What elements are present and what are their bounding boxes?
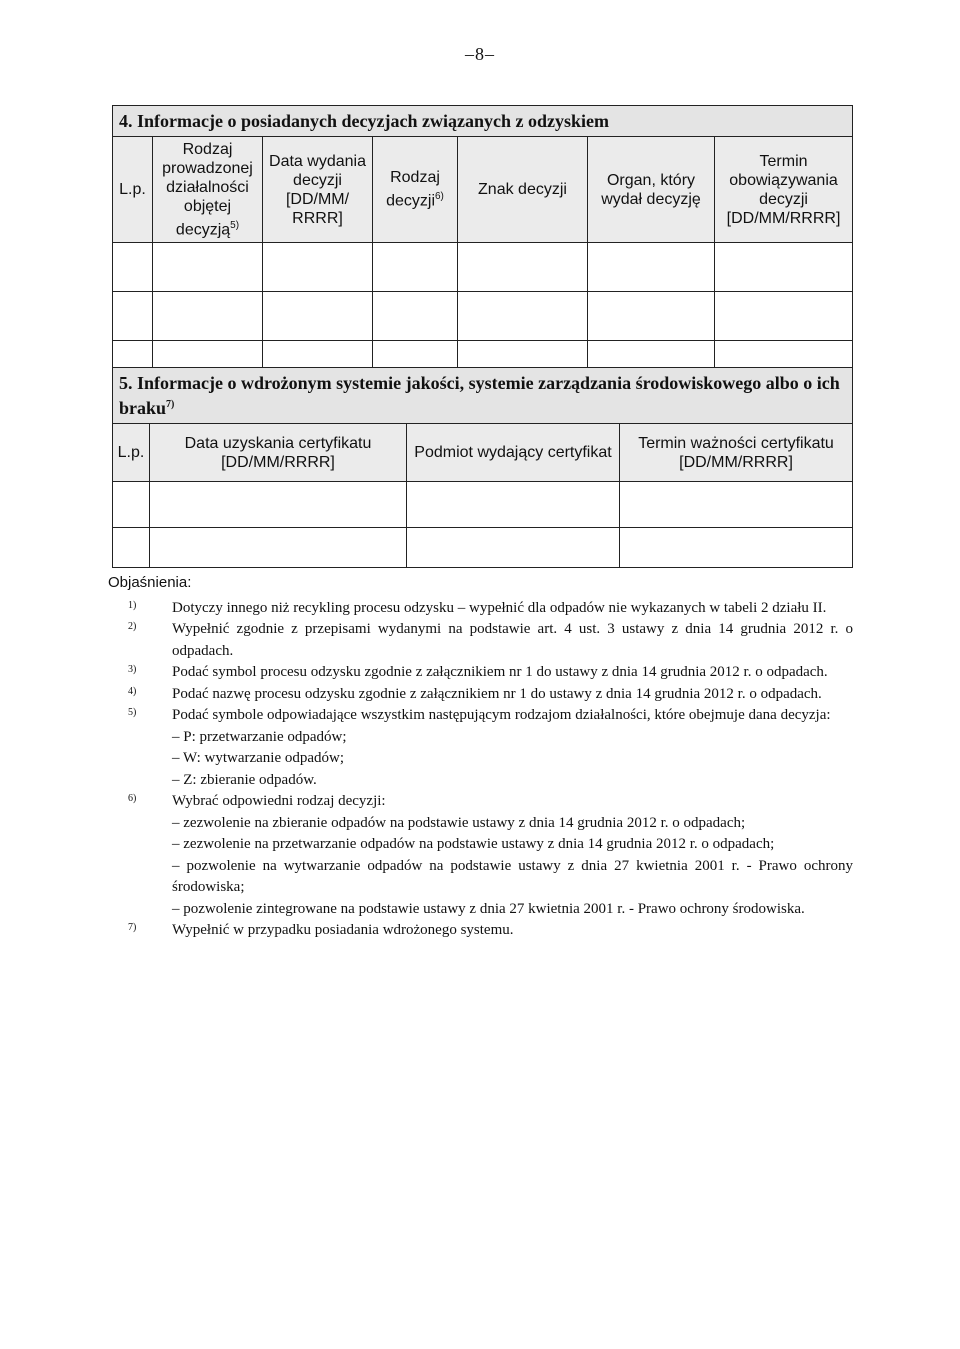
note-text: – Z: zbieranie odpadów. (172, 771, 317, 788)
table-cell[interactable] (153, 243, 263, 292)
certification-table (112, 367, 853, 568)
note-text: Wypełnić w przypadku posiadania wdrożonego systemu. (172, 922, 514, 938)
note-number: 2) (128, 621, 137, 632)
notes-heading: Objaśnienia: (108, 574, 192, 591)
note-item (108, 662, 853, 684)
note-text: Podać symbol procesu odzysku zgodnie z załącznikiem nr 1 do ustawy z dnia 14 grudnia 2012 r. o odpadach. (172, 664, 828, 680)
table-cell[interactable] (113, 528, 150, 568)
table-cell[interactable] (373, 292, 458, 341)
note-item (108, 598, 853, 620)
note-item (108, 920, 853, 942)
note-text: Wypełnić zgodnie z przepisami wydanymi na podstawie art. 4 ust. 3 ustawy z dnia 14 grudnia 2012 r. o odpadach. (172, 621, 853, 659)
note-number: 1) (128, 599, 137, 611)
table-cell[interactable] (715, 341, 853, 370)
notes-list (108, 598, 853, 942)
table-row (113, 243, 853, 292)
table-cell[interactable] (150, 528, 407, 568)
table-cell[interactable] (588, 243, 715, 292)
table-cell[interactable] (263, 292, 373, 341)
section4-title: 4. Informacje o posiadanych decyzjach związanych z odzyskiem (113, 106, 853, 137)
page-number: –8– (465, 44, 495, 64)
note-number: 7) (128, 922, 137, 933)
note-number: 3) (128, 664, 137, 675)
note-text: – pozwolenie zintegrowane na podstawie ustawy z dnia 27 kwietnia 2001 r. - Prawo ochrony środowiska. (172, 900, 805, 917)
table-cell[interactable] (153, 341, 263, 370)
table-cell[interactable] (715, 243, 853, 292)
explanatory-notes (108, 572, 853, 942)
table-cell[interactable] (113, 292, 153, 341)
note-text: – zezwolenie na zbieranie odpadów na podstawie ustawy z dnia 14 grudnia 2012 r. o odpadach; (172, 814, 746, 831)
col-certificate-validity: Termin ważności certyfikatu [DD/MM/RRRR] (620, 424, 853, 482)
table-cell[interactable] (150, 482, 407, 528)
note-text: – pozwolenie na wytwarzanie odpadów na podstawie ustawy z dnia 27 kwietnia 2001 r. - Prawo ochrony środowiska; (172, 857, 853, 895)
table-cell[interactable] (373, 243, 458, 292)
note-item (108, 791, 853, 920)
note-item (108, 619, 853, 662)
table-cell[interactable] (153, 292, 263, 341)
table-row (113, 292, 853, 341)
note-item (108, 684, 853, 706)
table-cell[interactable] (113, 243, 153, 292)
col-issue-date: Data wydania decyzji [DD/MM/ RRRR] (263, 137, 373, 243)
table-cell[interactable] (263, 243, 373, 292)
table-cell[interactable] (715, 292, 853, 341)
table-cell[interactable] (458, 243, 588, 292)
note-text: Wybrać odpowiedni rodzaj decyzji: (172, 793, 386, 809)
table-cell[interactable] (458, 292, 588, 341)
note-text: Podać nazwę procesu odzysku zgodnie z załącznikiem nr 1 do ustawy z dnia 14 grudnia 2012 r. o odpadach. (172, 685, 822, 702)
table-cell[interactable] (407, 482, 620, 528)
note-text: – W: wytwarzanie odpadów; (172, 750, 345, 766)
col-activity-type: Rodzaj prowadzonej działalności objętej decyzją$^{5)}$ (153, 137, 263, 243)
col-issuing-authority: Organ, który wydał decyzję (588, 137, 715, 243)
table-row (113, 528, 853, 568)
table-row (113, 341, 853, 370)
table-cell[interactable] (373, 341, 458, 370)
note-number: 4) (128, 685, 137, 697)
table-cell[interactable] (263, 341, 373, 370)
note-text: Dotyczy innego niż recykling procesu odzysku – wypełnić dla odpadów nie wykazanych w tabeli 2 działu II. (172, 599, 827, 616)
table-cell[interactable] (620, 482, 853, 528)
section5-title: 5. Informacje o wdrożonym systemie jakości, systemie zarządzania środowiskowego albo o ich braku$^{7)}$ (113, 368, 853, 424)
col-certificate-issuer: Podmiot wydający certyfikat (407, 424, 620, 482)
col-decision-type: Rodzaj decyzji$^{6)}$ (373, 137, 458, 243)
table-cell[interactable] (113, 341, 153, 370)
table-cell[interactable] (620, 528, 853, 568)
table-cell[interactable] (588, 341, 715, 370)
note-text: Podać symbole odpowiadające wszystkim następującym rodzajom działalności, które obejmuje dana decyzja: (172, 707, 831, 723)
decisions-table (112, 105, 853, 370)
table-cell[interactable] (458, 341, 588, 370)
table-cell[interactable] (407, 528, 620, 568)
col-certificate-date: Data uzyskania certyfikatu [DD/MM/RRRR] (150, 424, 407, 482)
note-number: 5) (128, 707, 137, 718)
col-lp: L.p. (113, 424, 150, 482)
table-cell[interactable] (113, 482, 150, 528)
col-decision-ref: Znak decyzji (458, 137, 588, 243)
note-text: – P: przetwarzanie odpadów; (172, 728, 347, 745)
table-cell[interactable] (588, 292, 715, 341)
note-item (108, 705, 853, 791)
table-row (113, 482, 853, 528)
note-text: – zezwolenie na przetwarzanie odpadów na podstawie ustawy z dnia 14 grudnia 2012 r. o odpadach; (172, 836, 775, 852)
col-validity-date: Termin obowiązywania decyzji [DD/MM/RRRR] (715, 137, 853, 243)
col-lp: L.p. (113, 137, 153, 243)
note-number: 6) (128, 793, 137, 804)
